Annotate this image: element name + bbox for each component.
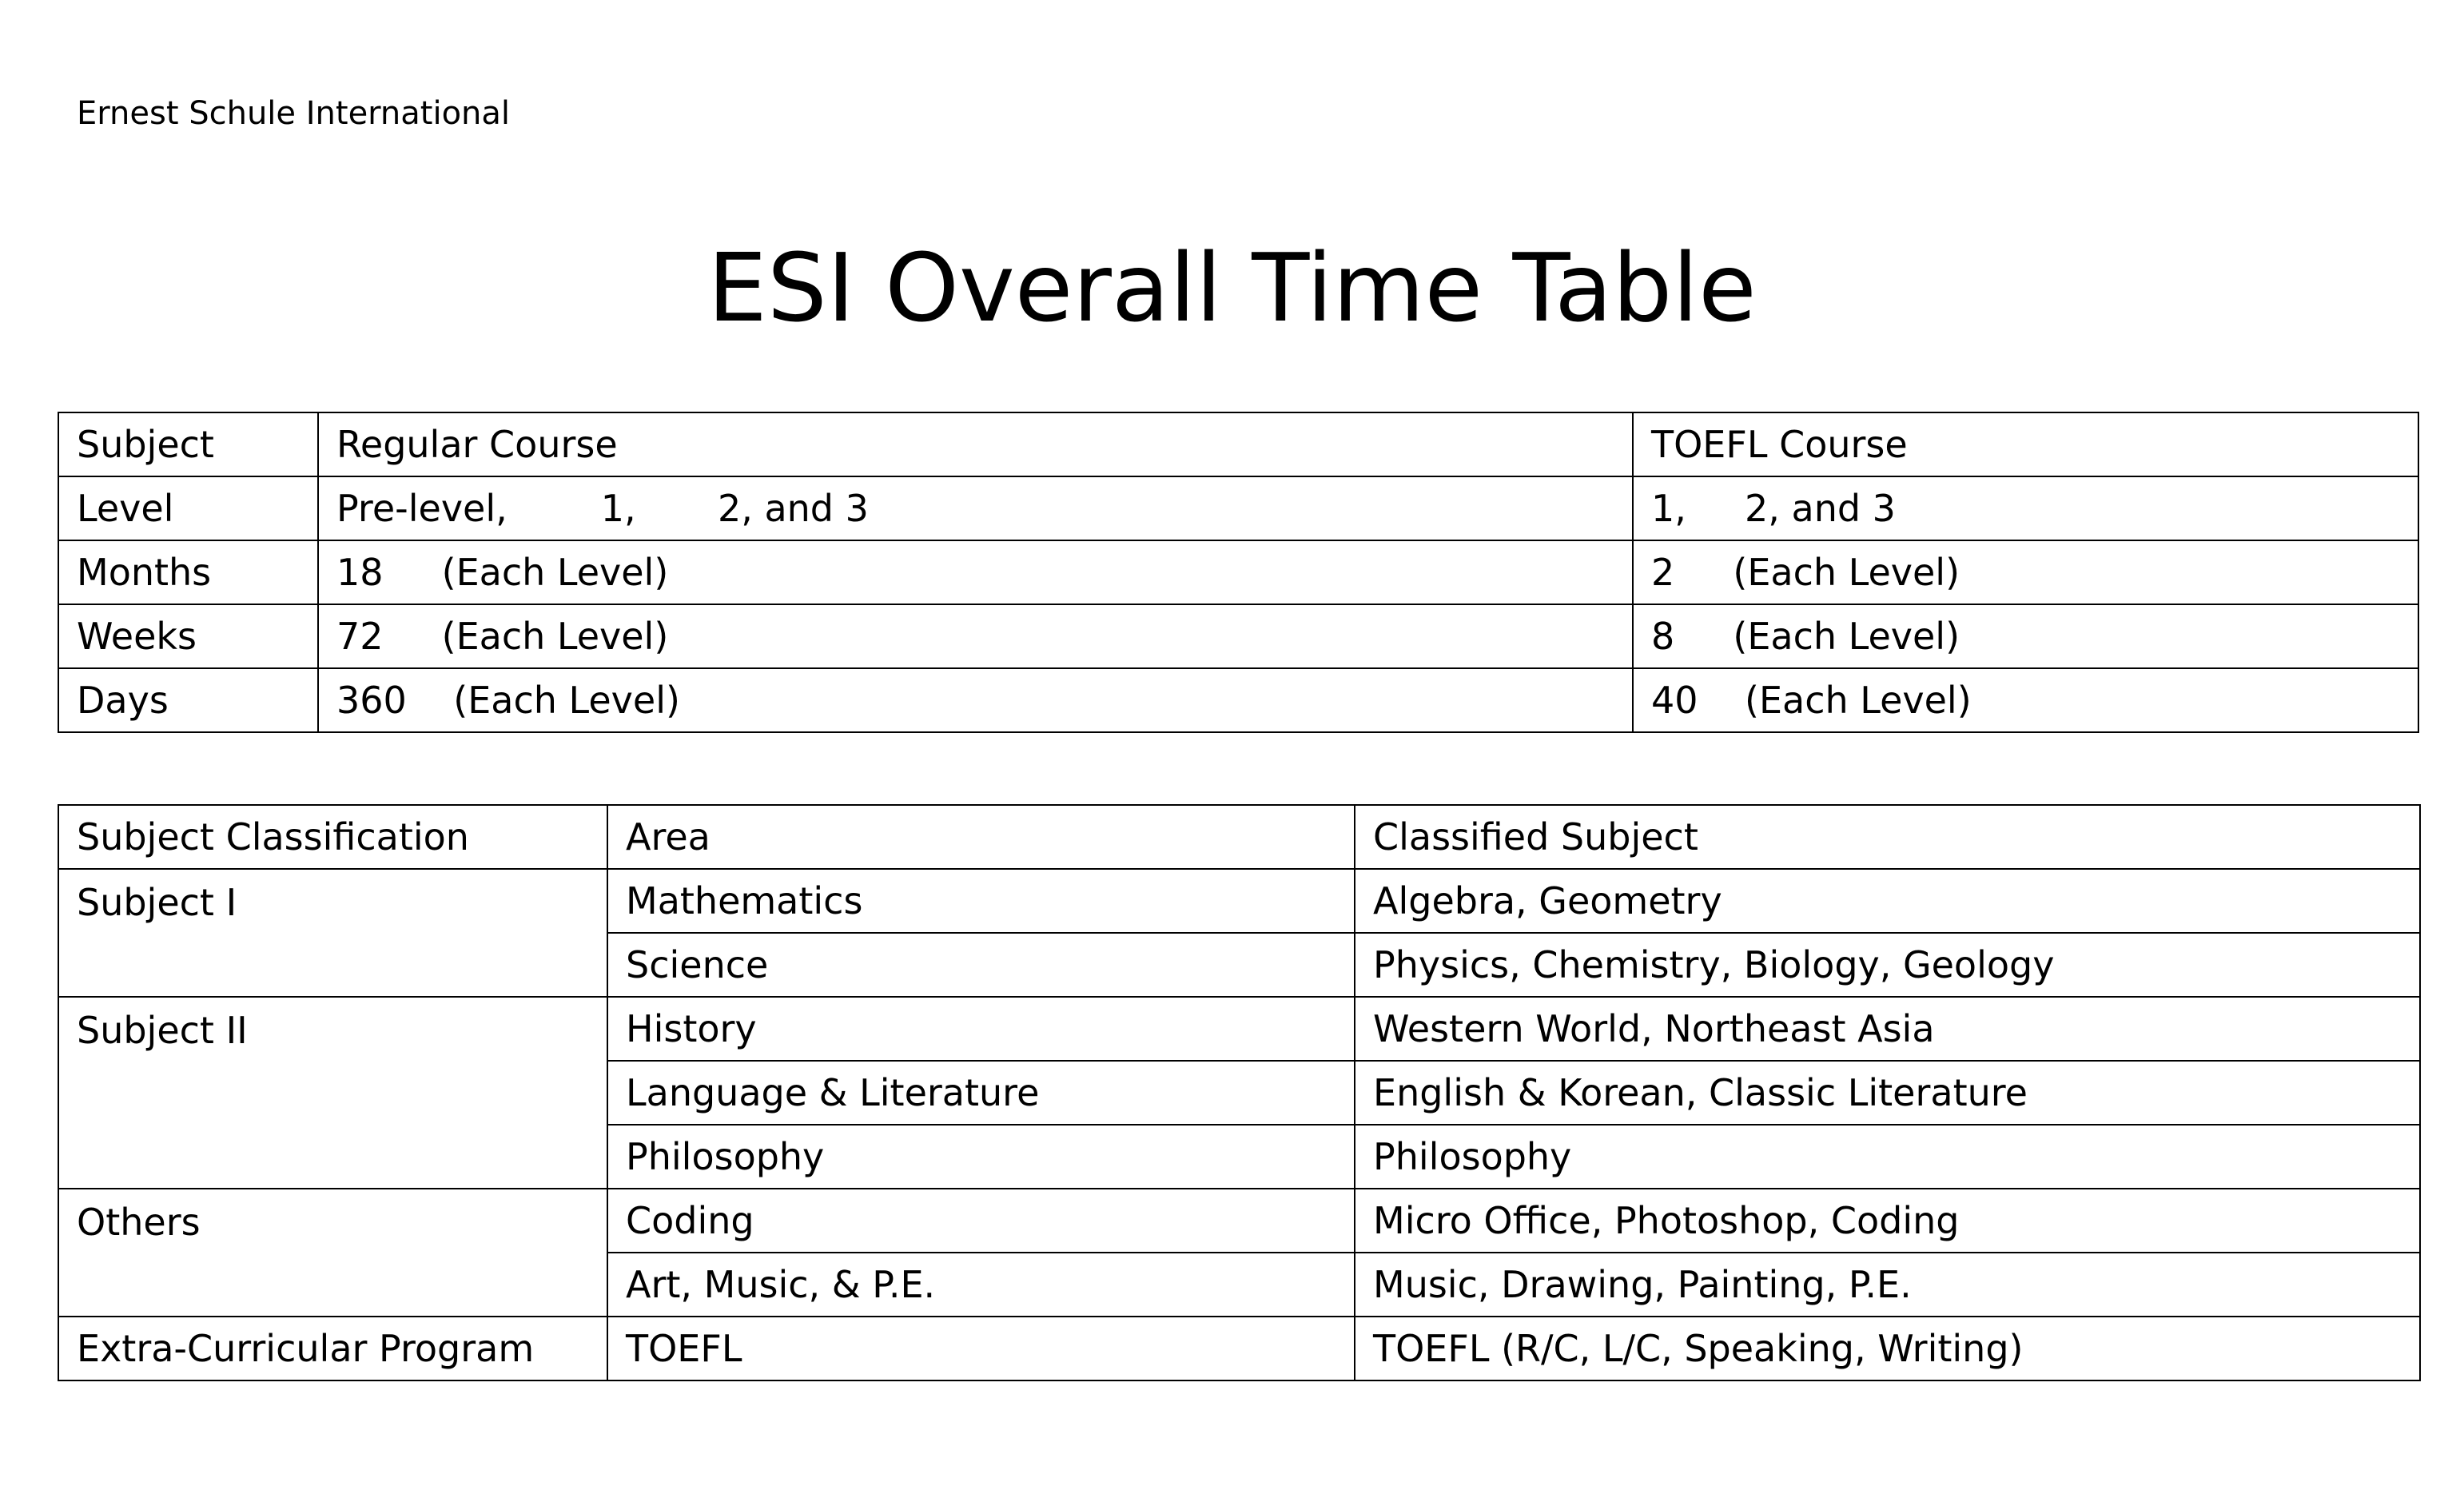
classification-cell: Extra-Curricular Program [58, 1317, 607, 1380]
classified-subject-cell: Algebra, Geometry [1355, 869, 2420, 933]
toefl-course-cell: 8 (Each Level) [1633, 604, 2418, 668]
regular-course-cell: 360 (Each Level) [318, 668, 1633, 732]
row-label-cell: Level [58, 476, 318, 540]
area-cell: Art, Music, & P.E. [607, 1253, 1355, 1317]
header-cell: Subject Classification [58, 805, 607, 869]
row-label-cell: Days [58, 668, 318, 732]
classified-subject-cell: Micro Office, Photoshop, Coding [1355, 1189, 2420, 1253]
area-cell: Coding [607, 1189, 1355, 1253]
classification-cell: Others [58, 1189, 607, 1317]
header-cell: Classified Subject [1355, 805, 2420, 869]
header-cell: Area [607, 805, 1355, 869]
toefl-course-cell: 40 (Each Level) [1633, 668, 2418, 732]
table-row [58, 540, 2418, 604]
organization-name: Ernest Schule International [77, 95, 511, 132]
area-cell: Science [607, 933, 1355, 997]
area-cell: Philosophy [607, 1125, 1355, 1189]
regular-course-cell: Pre-level, 1, 2, and 3 [318, 476, 1633, 540]
toefl-course-cell: 1, 2, and 3 [1633, 476, 2418, 540]
header-cell: Regular Course [318, 412, 1633, 476]
course-table [58, 412, 2419, 733]
table-row [58, 668, 2418, 732]
table-row [58, 997, 2420, 1061]
header-cell: Subject [58, 412, 318, 476]
area-cell: History [607, 997, 1355, 1061]
classified-subject-cell: Philosophy [1355, 1125, 2420, 1189]
classified-subject-cell: Physics, Chemistry, Biology, Geology [1355, 933, 2420, 997]
table-row [58, 1317, 2420, 1380]
table-header-row [58, 805, 2420, 869]
row-label-cell: Weeks [58, 604, 318, 668]
classified-subject-cell: English & Korean, Classic Literature [1355, 1061, 2420, 1125]
classified-subject-cell: Western World, Northeast Asia [1355, 997, 2420, 1061]
area-cell: Language & Literature [607, 1061, 1355, 1125]
page-title: ESI Overall Time Table [707, 233, 1757, 343]
subject-table [58, 804, 2421, 1381]
row-label-cell: Months [58, 540, 318, 604]
classified-subject-cell: TOEFL (R/C, L/C, Speaking, Writing) [1355, 1317, 2420, 1380]
header-cell: TOEFL Course [1633, 412, 2418, 476]
table-row [58, 604, 2418, 668]
table-row [58, 869, 2420, 933]
table-header-row [58, 412, 2418, 476]
toefl-course-cell: 2 (Each Level) [1633, 540, 2418, 604]
classification-cell: Subject I [58, 869, 607, 997]
classified-subject-cell: Music, Drawing, Painting, P.E. [1355, 1253, 2420, 1317]
table-row [58, 476, 2418, 540]
area-cell: TOEFL [607, 1317, 1355, 1380]
classification-cell: Subject II [58, 997, 607, 1189]
area-cell: Mathematics [607, 869, 1355, 933]
table-row [58, 1189, 2420, 1253]
regular-course-cell: 72 (Each Level) [318, 604, 1633, 668]
regular-course-cell: 18 (Each Level) [318, 540, 1633, 604]
